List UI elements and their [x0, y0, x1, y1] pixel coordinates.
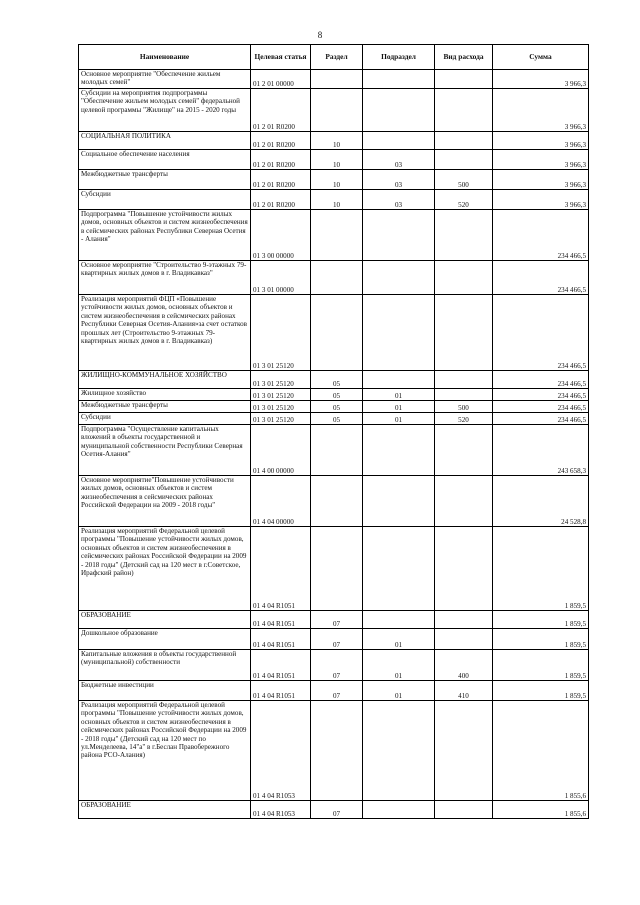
header-subsection: Подраздел: [363, 45, 435, 70]
row-subsection: [363, 210, 435, 261]
row-name: Основное мероприятие "Обеспечение жильем молодых семей": [79, 70, 251, 89]
row-name: ЖИЛИЩНО-КОММУНАЛЬНОЕ ХОЗЯЙСТВО: [79, 371, 251, 389]
row-expense-type: [435, 629, 493, 650]
row-expense-type: [435, 295, 493, 371]
row-sum: 243 658,3: [493, 425, 589, 476]
row-sum: 1 859,5: [493, 650, 589, 681]
row-subsection: [363, 611, 435, 629]
row-sum: 1 859,5: [493, 527, 589, 611]
row-target-article: 01 4 04 R1051: [251, 681, 311, 701]
row-target-article: 01 4 04 R1051: [251, 527, 311, 611]
row-subsection: [363, 371, 435, 389]
row-name: Межбюджетные трансферты: [79, 170, 251, 190]
row-sum: 3 966,3: [493, 89, 589, 132]
row-subsection: 01: [363, 389, 435, 401]
budget-table: [78, 44, 589, 819]
table-row: [79, 611, 589, 629]
row-expense-type: 520: [435, 413, 493, 425]
row-section: [311, 476, 363, 527]
table-header-row: [79, 45, 589, 70]
row-expense-type: [435, 150, 493, 170]
row-expense-type: [435, 389, 493, 401]
row-name: Жилищное хозяйство: [79, 389, 251, 401]
row-section: 07: [311, 629, 363, 650]
row-expense-type: [435, 476, 493, 527]
row-subsection: 01: [363, 413, 435, 425]
row-target-article: 01 2 01 R0200: [251, 150, 311, 170]
row-expense-type: 500: [435, 401, 493, 413]
row-subsection: 03: [363, 170, 435, 190]
header-sum: Сумма: [493, 45, 589, 70]
row-name: Капитальные вложения в объекты государственной (муниципальной) собственности: [79, 650, 251, 681]
row-sum: 1 859,5: [493, 611, 589, 629]
row-sum: 3 966,3: [493, 150, 589, 170]
row-section: 10: [311, 190, 363, 210]
row-target-article: 01 3 01 00000: [251, 261, 311, 295]
table-row: [79, 210, 589, 261]
table-row: [79, 401, 589, 413]
table-row: [79, 70, 589, 89]
row-expense-type: [435, 801, 493, 819]
row-subsection: 01: [363, 681, 435, 701]
row-target-article: 01 2 01 00000: [251, 70, 311, 89]
page-number: 8: [317, 30, 323, 40]
row-sum: 234 466,5: [493, 401, 589, 413]
row-sum: 1 859,5: [493, 629, 589, 650]
row-name: Подпрограмма "Осуществление капитальных вложений в объекты государственной и муниципальной собственности Республики Северная Осетия-Алания": [79, 425, 251, 476]
row-name: Субсидии: [79, 190, 251, 210]
row-name: Реализация мероприятий Федеральной целевой программы "Повышение устойчивости жилых домов, основных объектов и систем жизнеобеспечения в сейсмических районах Российской Федерации на 2009 - 2018 годы" (Детский сад на 120 мест по ул.Менделеева, 14"а" в г.Беслан Правобережного района РСО-Алания): [79, 701, 251, 801]
row-section: [311, 527, 363, 611]
table-row: [79, 389, 589, 401]
row-sum: 3 966,3: [493, 190, 589, 210]
row-expense-type: [435, 701, 493, 801]
header-section: Раздел: [311, 45, 363, 70]
row-sum: 234 466,5: [493, 295, 589, 371]
row-target-article: 01 4 04 R1053: [251, 701, 311, 801]
table-row: [79, 701, 589, 801]
row-name: ОБРАЗОВАНИЕ: [79, 801, 251, 819]
row-subsection: [363, 261, 435, 295]
row-subsection: [363, 801, 435, 819]
header-name: Наименование: [79, 45, 251, 70]
row-sum: 1 855,6: [493, 701, 589, 801]
row-expense-type: [435, 371, 493, 389]
table-row: [79, 425, 589, 476]
row-section: [311, 70, 363, 89]
table-row: [79, 190, 589, 210]
row-target-article: 01 4 04 00000: [251, 476, 311, 527]
row-sum: 24 528,8: [493, 476, 589, 527]
row-expense-type: [435, 89, 493, 132]
row-target-article: 01 3 01 25120: [251, 371, 311, 389]
row-sum: 234 466,5: [493, 261, 589, 295]
row-subsection: [363, 132, 435, 150]
row-sum: 234 466,5: [493, 389, 589, 401]
row-section: 07: [311, 611, 363, 629]
row-target-article: 01 3 01 25120: [251, 295, 311, 371]
row-section: [311, 295, 363, 371]
table-row: [79, 476, 589, 527]
row-sum: 234 466,5: [493, 413, 589, 425]
row-subsection: [363, 89, 435, 132]
row-sum: 234 466,5: [493, 371, 589, 389]
row-target-article: 01 2 01 R0200: [251, 89, 311, 132]
row-subsection: 03: [363, 190, 435, 210]
row-name: Субсидии: [79, 413, 251, 425]
row-expense-type: [435, 210, 493, 261]
row-section: 07: [311, 650, 363, 681]
row-section: 05: [311, 401, 363, 413]
row-name: Подпрограмма "Повышение устойчивости жилых домов, основных объектов и систем жизнеобеспечения в сейсмических районах Республики Северная Осетия - Алания": [79, 210, 251, 261]
row-sum: 3 966,3: [493, 132, 589, 150]
row-expense-type: [435, 527, 493, 611]
row-section: 07: [311, 681, 363, 701]
row-target-article: 01 3 00 00000: [251, 210, 311, 261]
row-sum: 1 855,6: [493, 801, 589, 819]
table-row: [79, 527, 589, 611]
row-section: 07: [311, 801, 363, 819]
row-section: [311, 701, 363, 801]
table-row: [79, 681, 589, 701]
row-name: Основное мероприятие"Повышение устойчивости жилых домов, основных объектов и систем жизнеобеспечения в сейсмических районах Российской Федерации на 2009 - 2018 годы": [79, 476, 251, 527]
row-section: 10: [311, 132, 363, 150]
row-target-article: 01 3 01 25120: [251, 401, 311, 413]
row-section: 10: [311, 170, 363, 190]
row-sum: 3 966,3: [493, 170, 589, 190]
header-expense-type: Вид расхода: [435, 45, 493, 70]
row-subsection: [363, 701, 435, 801]
row-subsection: 03: [363, 150, 435, 170]
row-section: 10: [311, 150, 363, 170]
row-expense-type: [435, 132, 493, 150]
row-target-article: 01 3 01 25120: [251, 413, 311, 425]
row-subsection: [363, 295, 435, 371]
row-name: Дошкольное образование: [79, 629, 251, 650]
row-subsection: [363, 425, 435, 476]
row-expense-type: 410: [435, 681, 493, 701]
row-name: Реализация мероприятий Федеральной целевой программы "Повышение устойчивости жилых домов, основных объектов и систем жизнеобеспечения в сейсмических районах Российской Федерации на 2009 - 2018 годы" (Детский сад на 120 мест в г.Советское, Ирафский район): [79, 527, 251, 611]
row-section: [311, 89, 363, 132]
row-name: Основное мероприятие "Строительство 9-этажных 79-квартирных жилых домов в г. Владикавказ": [79, 261, 251, 295]
table-row: [79, 170, 589, 190]
table-row: [79, 261, 589, 295]
row-subsection: [363, 527, 435, 611]
table-row: [79, 801, 589, 819]
row-target-article: 01 4 04 R1051: [251, 650, 311, 681]
table-row: [79, 132, 589, 150]
row-expense-type: [435, 70, 493, 89]
row-target-article: 01 4 04 R1051: [251, 629, 311, 650]
row-subsection: 01: [363, 401, 435, 413]
row-sum: 234 466,5: [493, 210, 589, 261]
row-sum: 1 859,5: [493, 681, 589, 701]
row-expense-type: [435, 611, 493, 629]
row-section: 05: [311, 371, 363, 389]
row-name: Бюджетные инвестиции: [79, 681, 251, 701]
table-row: [79, 371, 589, 389]
row-target-article: 01 2 01 R0200: [251, 132, 311, 150]
table-row: [79, 650, 589, 681]
row-subsection: 01: [363, 629, 435, 650]
row-expense-type: 500: [435, 170, 493, 190]
table-row: [79, 89, 589, 132]
table-row: [79, 629, 589, 650]
row-sum: 3 966,3: [493, 70, 589, 89]
row-target-article: 01 4 04 R1051: [251, 611, 311, 629]
row-expense-type: [435, 425, 493, 476]
row-name: Субсидии на мероприятия подпрограммы "Обеспечение жильем молодых семей" федеральной целевой программы "Жилище" на 2015 - 2020 годы: [79, 89, 251, 132]
row-expense-type: 400: [435, 650, 493, 681]
row-subsection: 01: [363, 650, 435, 681]
row-expense-type: [435, 261, 493, 295]
row-name: ОБРАЗОВАНИЕ: [79, 611, 251, 629]
table-row: [79, 150, 589, 170]
row-target-article: 01 4 00 00000: [251, 425, 311, 476]
table-row: [79, 295, 589, 371]
row-name: Реализация мероприятий ФЦП «Повышение устойчивости жилых домов, основных объектов и систем жизнеобеспечения в сейсмических районах Республики Северная Осетия-Алания»за счет остатков прошлых лет (Строительство 9-этажных 79-квартирных жилых домов в г. Владикавказ): [79, 295, 251, 371]
row-expense-type: 520: [435, 190, 493, 210]
row-name: Социальное обеспечение населения: [79, 150, 251, 170]
row-section: 05: [311, 413, 363, 425]
row-target-article: 01 2 01 R0200: [251, 190, 311, 210]
row-target-article: 01 3 01 25120: [251, 389, 311, 401]
row-section: [311, 210, 363, 261]
row-section: [311, 425, 363, 476]
row-name: СОЦИАЛЬНАЯ ПОЛИТИКА: [79, 132, 251, 150]
row-subsection: [363, 70, 435, 89]
row-subsection: [363, 476, 435, 527]
table-body: [79, 70, 589, 819]
table-row: [79, 413, 589, 425]
row-target-article: 01 4 04 R1053: [251, 801, 311, 819]
row-name: Межбюджетные трансферты: [79, 401, 251, 413]
header-code: Целевая статья: [251, 45, 311, 70]
row-section: 05: [311, 389, 363, 401]
row-target-article: 01 2 01 R0200: [251, 170, 311, 190]
row-section: [311, 261, 363, 295]
